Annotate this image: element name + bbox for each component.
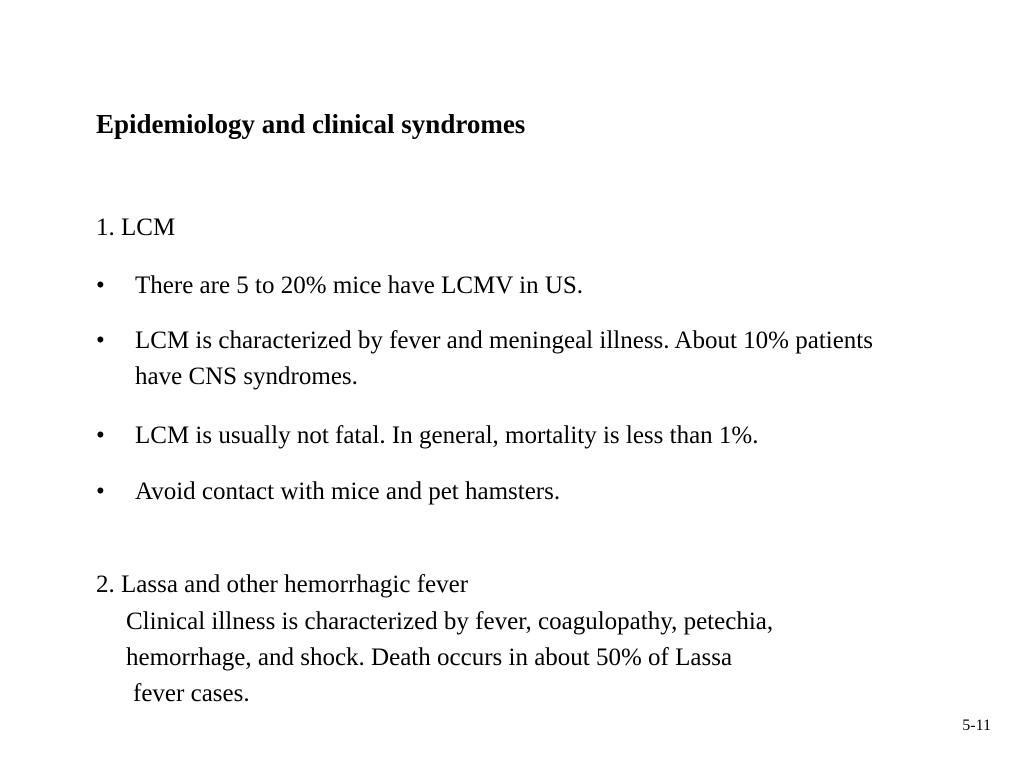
bullet-text: Avoid contact with mice and pet hamsters. (135, 478, 561, 505)
bullet-text: LCM is usually not fatal. In general, mortality is less than 1%. (135, 422, 759, 449)
section-heading-lassa: 2. Lassa and other hemorrhagic fever (96, 571, 469, 598)
bullet-marker: • (96, 478, 105, 505)
bullet-item (96, 418, 956, 454)
bullet-text: There are 5 to 20% mice have LCMV in US. (135, 272, 584, 299)
bullet-item (96, 474, 956, 510)
bullet-item (96, 268, 956, 304)
slide-number: 5-11 (962, 717, 991, 734)
bullet-text: LCM is characterized by fever and meningeal illness. About 10% patients have CNS syndromes. (135, 327, 873, 390)
bullet-marker: • (96, 272, 105, 299)
section-heading-lcm: 1. LCM (96, 214, 176, 241)
paragraph-line: fever cases. (133, 680, 250, 707)
bullet-marker: • (96, 422, 105, 449)
slide-title: Epidemiology and clinical syndromes (96, 109, 526, 139)
paragraph-line: Clinical illness is characterized by fever, coagulopathy, petechia, (126, 608, 774, 635)
lassa-paragraph (126, 604, 986, 712)
bullet-marker: • (96, 327, 105, 354)
bullet-item (96, 323, 956, 395)
paragraph-line: hemorrhage, and shock. Death occurs in about 50% of Lassa (126, 644, 733, 671)
